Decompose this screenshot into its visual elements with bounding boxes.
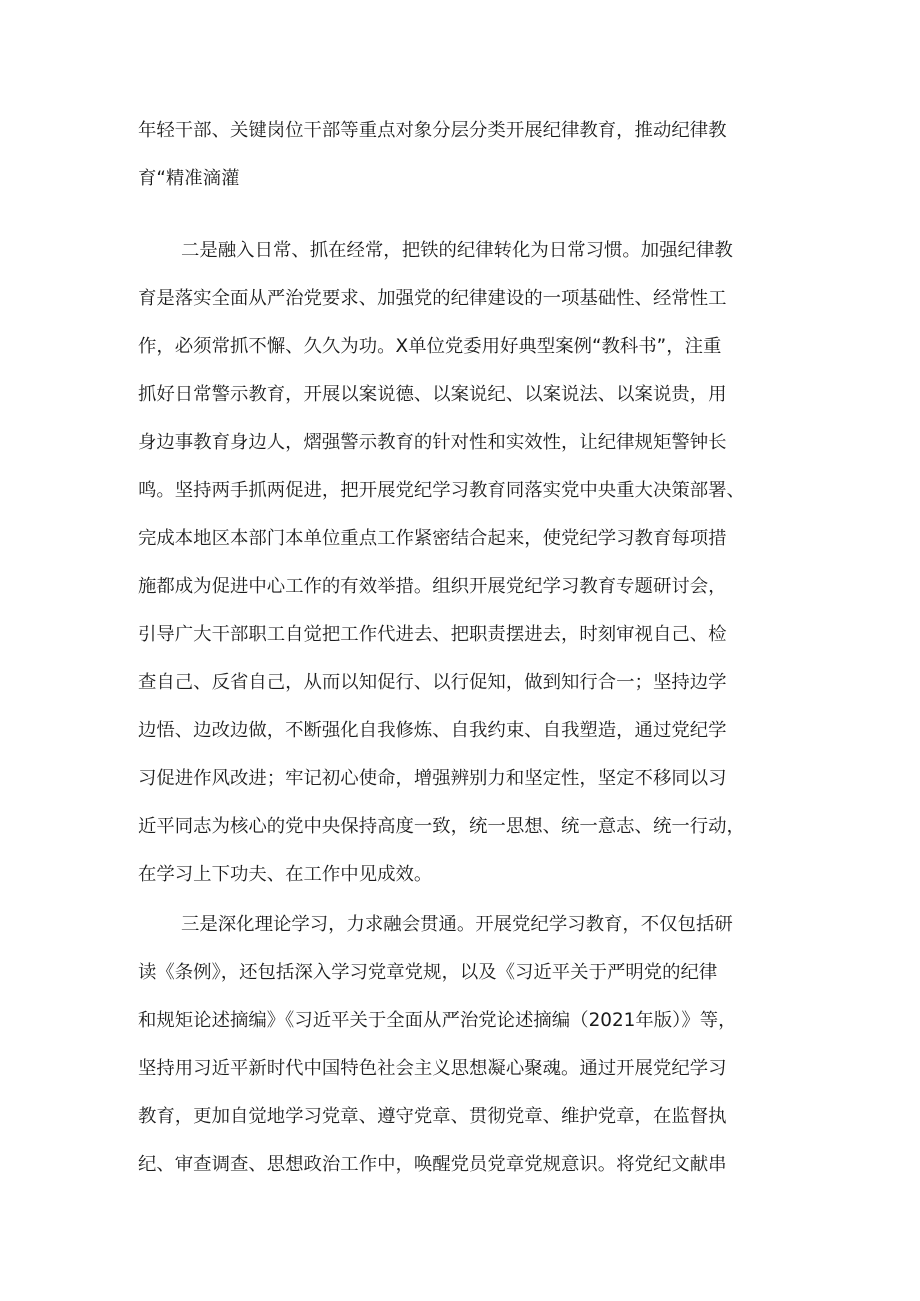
paragraph-2-line-1: 二是融入日常、抓在经常，把铁的纪律转化为日常习惯。加强纪律教 xyxy=(181,240,733,261)
paragraph-3-line-5: 教育，更加自觉地学习党章、遵守党章、贯彻党章、维护党章，在监督执 xyxy=(138,1106,727,1127)
paragraph-2-line-9: 引导广大干部职工自觉把工作代进去、把职责摆进去，时刻审视自己、检 xyxy=(138,624,727,645)
paragraph-2-line-8: 施都成为促进中心工作的有效举措。组织开展党纪学习教育专题研讨会， xyxy=(138,576,727,597)
paragraph-3-line-4: 坚持用习近平新时代中国特色社会主义思想凝心聚魂。通过开展党纪学习 xyxy=(138,1058,727,1079)
paragraph-2-line-6: 鸣。坚持两手抓两促进，把开展党纪学习教育同落实党中央重大决策部署、 xyxy=(138,480,745,501)
paragraph-2-line-5: 身边事教育身边人，熠强警示教育的针对性和实效性，让纪律规矩警钟长 xyxy=(138,432,727,453)
paragraph-2-line-14: 在学习上下功夫、在工作中见成效。 xyxy=(138,864,433,885)
paragraph-2-line-11: 边悟、边改边做，不断强化自我修炼、自我约束、自我塑造，通过党纪学 xyxy=(138,720,727,741)
paragraph-2-line-10: 查自己、反省自己，从而以知促行、以行促知，做到知行合一；坚持边学 xyxy=(138,672,727,693)
paragraph-2-line-2: 育是落实全面从严治党要求、加强党的纪律建设的一项基础性、经常性工 xyxy=(138,288,727,309)
paragraph-2-line-13: 近平同志为核心的党中央保持高度一致，统一思想、统一意志、统一行动， xyxy=(138,816,745,837)
paragraph-3-line-2: 读《条例》，还包括深入学习党章党规，以及《习近平关于严明党的纪律 xyxy=(138,962,718,983)
paragraph-3-line-6: 纪、审查调查、思想政治工作中，唤醒党员党章党规意识。将党纪文献串 xyxy=(138,1154,727,1175)
paragraph-3-line-1: 三是深化理论学习，力求融会贯通。开展党纪学习教育，不仅包括研 xyxy=(181,914,733,935)
paragraph-1-line-2: 育“精准滴灌 xyxy=(138,168,240,189)
paragraph-2-line-7: 完成本地区本部门本单位重点工作紧密结合起来，使党纪学习教育每项措 xyxy=(138,528,727,549)
paragraph-3-line-3: 和规矩论述摘编》《习近平关于全面从严治党论述摘编（2021年版）》等， xyxy=(138,1010,737,1031)
paragraph-2-line-3: 作，必须常抓不懈、久久为功。X单位党委用好典型案例“教科书”，注重 xyxy=(138,336,722,357)
paragraph-1-line-1: 年轻干部、关键岗位干部等重点对象分层分类开展纪律教育，推动纪律教 xyxy=(138,120,727,141)
paragraph-2-line-4: 抓好日常警示教育，开展以案说德、以案说纪、以案说法、以案说贵，用 xyxy=(138,384,727,405)
paragraph-2-line-12: 习促进作风改进；牢记初心使命，增强辨别力和坚定性，坚定不移同以习 xyxy=(138,768,727,789)
